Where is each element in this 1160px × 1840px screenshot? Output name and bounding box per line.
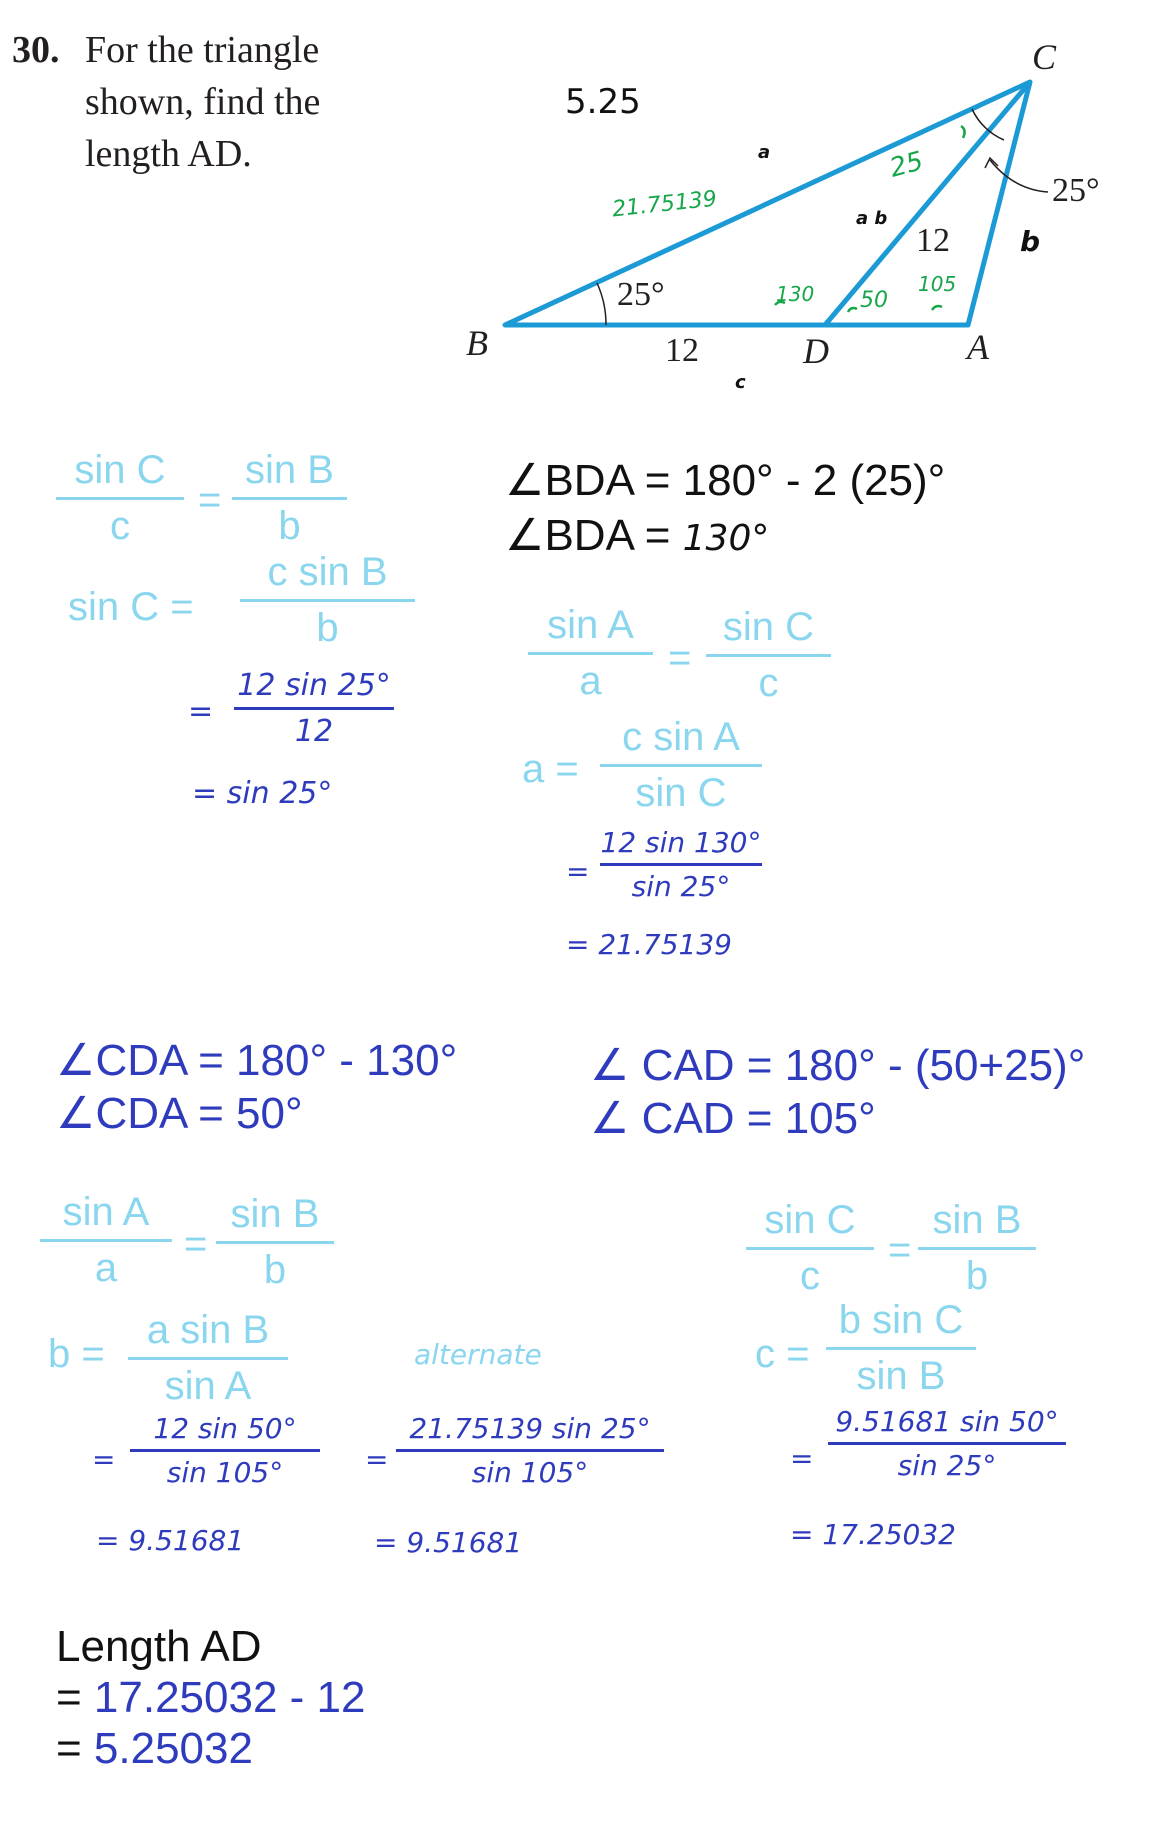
fraction-denominator: a	[579, 659, 602, 703]
equals-sign: =	[888, 1228, 912, 1272]
fraction-numerator: sin B	[245, 448, 334, 492]
fraction-denominator: sin C	[635, 771, 727, 815]
law-of-sines-a-c-right	[706, 605, 831, 706]
fraction-denominator: b	[278, 504, 301, 548]
angle-label-c: 25°	[1052, 172, 1100, 209]
sin-c-result: = sin 25°	[192, 776, 333, 811]
fraction-denominator: sin A	[164, 1364, 252, 1408]
b-alternate-result: = 9.51681	[374, 1526, 523, 1559]
a-substituted	[600, 826, 762, 903]
equals-sign: =	[790, 1442, 814, 1475]
fraction-denominator: c	[110, 504, 130, 548]
final-expression: 17.25032 - 12	[93, 1673, 366, 1722]
fraction-denominator: c	[758, 661, 779, 705]
fraction-bar	[826, 1347, 976, 1350]
fraction-bar	[918, 1247, 1036, 1250]
fraction-numerator: sin B	[932, 1198, 1022, 1242]
a-lhs: a =	[522, 747, 579, 791]
fraction-numerator: sin A	[62, 1190, 150, 1234]
angle-bda-value: 130°	[682, 518, 770, 559]
b-result: = 9.51681	[96, 1524, 245, 1557]
fraction-denominator: 12	[294, 714, 334, 749]
equals-sign: =	[365, 1443, 389, 1476]
fraction-numerator: c sin A	[622, 715, 740, 759]
green-note-105: 105	[918, 272, 957, 296]
c-lhs: c =	[755, 1332, 810, 1376]
problem-number: 30.	[12, 29, 60, 71]
angle-arc-b	[597, 283, 606, 325]
fraction-denominator: sin 105°	[471, 1456, 589, 1489]
vertex-label-d: D	[803, 331, 829, 371]
fraction-bar	[234, 707, 394, 710]
fraction-bar	[706, 654, 831, 657]
fraction-bar	[216, 1241, 334, 1244]
fraction-bar	[396, 1449, 664, 1452]
final-title: Length AD	[56, 1622, 262, 1671]
fraction-denominator: sin 25°	[631, 870, 731, 903]
side-note-c: c	[735, 372, 746, 393]
green-note-50: 50	[860, 288, 888, 313]
problem-line-2: shown, find the	[85, 81, 321, 123]
b-expression	[128, 1308, 288, 1409]
angle-cda-line-2: ∠CDA = 50°	[56, 1089, 303, 1138]
fraction-numerator: 12 sin 50°	[153, 1412, 297, 1445]
green-note-130: 130	[776, 282, 815, 306]
law-of-sines-c-b-left	[56, 448, 184, 549]
c-substituted	[828, 1405, 1066, 1482]
equals-sign: =	[188, 694, 214, 729]
b-lhs: b =	[48, 1332, 105, 1376]
fraction-numerator: c sin B	[267, 550, 388, 594]
problem-line-1: For the triangle	[85, 29, 320, 71]
fraction-denominator: sin B	[856, 1354, 946, 1398]
green-note-25: 25	[886, 146, 927, 184]
fraction-numerator: sin C	[74, 448, 166, 492]
law-of-sines-a-b-right	[216, 1192, 334, 1293]
law-of-sines-c-b-right	[232, 448, 347, 549]
fraction-bar	[528, 652, 653, 655]
fraction-numerator: a sin B	[146, 1308, 270, 1352]
law-of-sines-c-b-2-right	[918, 1198, 1036, 1299]
fraction-bar	[232, 497, 347, 500]
fraction-numerator: sin A	[547, 603, 634, 647]
equals-sign: =	[198, 478, 222, 522]
b-substituted	[130, 1412, 320, 1489]
angle-bda-line-2	[505, 510, 769, 561]
fraction-numerator: 9.51681 sin 50°	[835, 1405, 1059, 1438]
vertex-label-b: B	[466, 323, 488, 363]
fraction-numerator: 21.75139 sin 25°	[409, 1412, 651, 1445]
fraction-bar	[40, 1239, 172, 1242]
side-label-bd: 12	[665, 332, 699, 369]
angle-cad-line-2: ∠ CAD = 105°	[590, 1094, 876, 1143]
side-label-dc: 12	[916, 222, 950, 259]
law-of-sines-a-b-left	[40, 1190, 172, 1291]
fraction-denominator: a	[94, 1246, 118, 1290]
fraction-denominator: b	[965, 1254, 989, 1298]
problem-line-3: length AD.	[85, 133, 252, 175]
equals-sign: =	[668, 636, 692, 680]
angle-bda-lhs: ∠BDA =	[505, 511, 683, 560]
fraction-bar	[746, 1247, 874, 1250]
fraction-bar	[600, 863, 762, 866]
fraction-denominator: sin 105°	[166, 1456, 284, 1489]
final-equals-2: =	[56, 1724, 94, 1773]
fraction-numerator: 12 sin 25°	[237, 668, 391, 703]
answer-note: 5.25	[565, 82, 641, 122]
final-answer: 5.25032	[93, 1724, 253, 1773]
fraction-bar	[130, 1449, 320, 1452]
fraction-bar	[600, 764, 762, 767]
c-expression	[826, 1298, 976, 1399]
angle-cda-line-1: ∠CDA = 180° - 130°	[56, 1036, 458, 1085]
final-line-1	[56, 1673, 365, 1723]
a-expression	[600, 715, 762, 816]
law-of-sines-c-b-2-left	[746, 1198, 874, 1299]
side-note-ab: a b	[856, 208, 888, 229]
sin-c-expression	[240, 550, 415, 651]
fraction-numerator: sin C	[722, 605, 815, 649]
a-result: = 21.75139	[566, 928, 732, 961]
fraction-numerator: sin C	[764, 1198, 856, 1242]
side-note-a: a	[758, 142, 771, 163]
fraction-bar	[828, 1442, 1066, 1445]
green-tick-c	[961, 126, 965, 138]
fraction-denominator: b	[316, 606, 339, 650]
fraction-bar	[56, 497, 184, 500]
side-note-b: b	[1020, 225, 1041, 258]
green-note-bc: 21.75139	[610, 186, 719, 223]
fraction-denominator: c	[800, 1254, 820, 1298]
green-tick-50	[848, 308, 857, 312]
equals-sign: =	[184, 1222, 208, 1266]
angle-label-b: 25°	[617, 276, 665, 313]
fraction-numerator: b sin C	[838, 1298, 964, 1342]
fraction-numerator: 12 sin 130°	[600, 826, 762, 859]
law-of-sines-a-c-left	[528, 603, 653, 704]
angle-bda-line-1: ∠BDA = 180° - 2 (25)°	[505, 456, 946, 505]
vertex-label-a: A	[967, 327, 989, 367]
fraction-bar	[128, 1357, 288, 1360]
final-equals-1: =	[56, 1673, 94, 1722]
fraction-denominator: sin 25°	[897, 1449, 997, 1482]
fraction-bar	[240, 599, 415, 602]
green-tick-105	[932, 306, 942, 310]
equals-sign: =	[92, 1443, 116, 1476]
final-line-2	[56, 1724, 253, 1774]
alternate-label: alternate	[414, 1338, 542, 1371]
sin-c-substituted	[234, 668, 394, 749]
angle-cad-line-1: ∠ CAD = 180° - (50+25)°	[590, 1041, 1086, 1090]
angle-c-pointer	[990, 160, 1048, 192]
fraction-denominator: b	[263, 1248, 287, 1292]
fraction-numerator: sin B	[230, 1192, 320, 1236]
sin-c-lhs: sin C =	[68, 585, 194, 629]
vertex-label-c: C	[1032, 37, 1057, 77]
b-alternate-substituted	[396, 1412, 664, 1489]
c-result: = 17.25032	[790, 1518, 956, 1551]
equals-sign: =	[566, 855, 590, 888]
